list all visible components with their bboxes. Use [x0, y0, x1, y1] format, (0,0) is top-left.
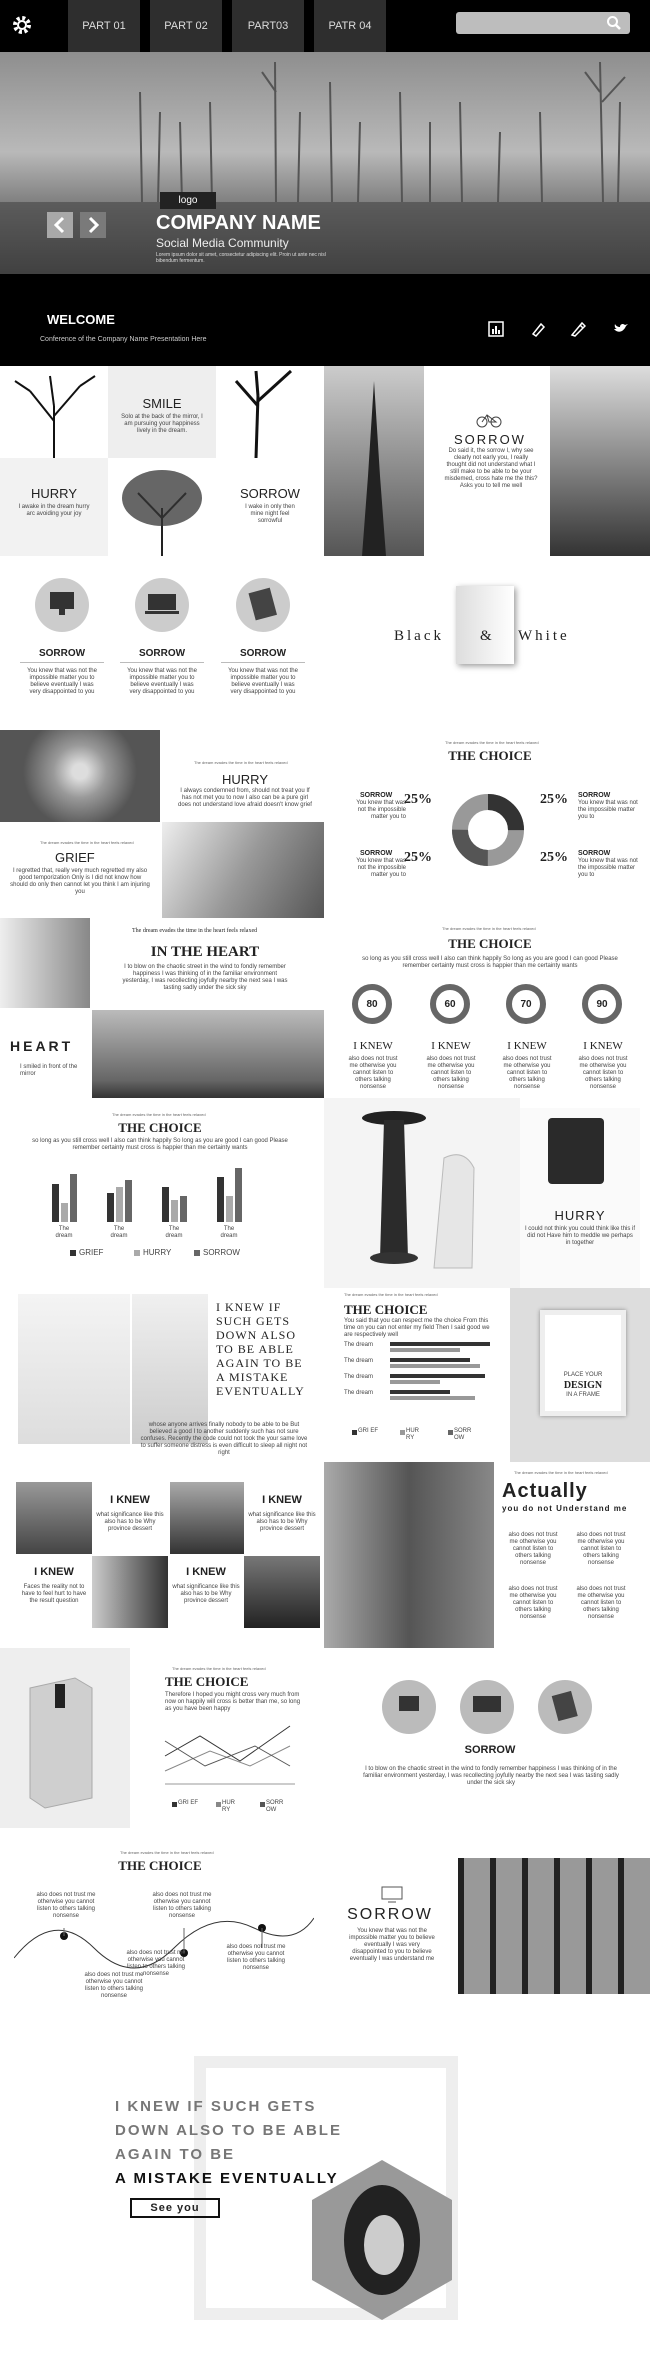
street-photo [0, 918, 90, 1008]
welcome-bar [0, 274, 650, 366]
knew-text: also does not trust me otherwise you cannot listen to others talking nonsense [502, 1056, 552, 1090]
portrait-photo [312, 2160, 452, 2320]
timeline-label: also does not trust me otherwise you cannot listen to others talking nonsense [36, 1892, 96, 1919]
bird-icon[interactable] [612, 321, 628, 337]
tagline: The dream evades the time in the heart feels relaxed [442, 926, 536, 931]
knew-title: I KNEW [431, 1040, 471, 1052]
nav-label: PART 01 [82, 20, 126, 32]
company-name: COMPANY NAME [156, 212, 321, 234]
item-percent: 25% [540, 850, 568, 865]
building-photo [324, 366, 424, 556]
gear-icon[interactable] [10, 13, 34, 37]
final-line: I KNEW IF SUCH GETS [115, 2098, 317, 2115]
hand-photo [162, 822, 324, 918]
monitor-icon [460, 1680, 514, 1734]
timeline-label: also does not trust me otherwise you cannot listen to others talking nonsense [126, 1950, 186, 1977]
choice-text: You said that you can respect me the choice From this time on you can not enter my field Then I said good we are respectively well [344, 1318, 490, 1338]
chart-icon[interactable] [488, 321, 504, 337]
tagline: The dream evades the time in the heart feels relaxed [172, 1666, 266, 1671]
nav-part-1[interactable] [68, 0, 140, 52]
final-line: A MISTAKE EVENTUALLY [115, 2170, 339, 2187]
actually-title: Actually [502, 1480, 588, 1502]
window-photo [458, 1858, 650, 1994]
progress-ring: 70 [506, 984, 546, 1024]
tagline: The dream evades the time in the heart feels relaxed [445, 740, 539, 745]
bar-sorrow [125, 1180, 132, 1222]
nav-label: PART03 [247, 20, 289, 32]
actually-subtitle: you do not Understand me [502, 1504, 628, 1513]
next-slide-button[interactable] [80, 212, 106, 238]
legend-label: GRI EF [178, 1800, 199, 1806]
arrow-left-icon [47, 212, 73, 238]
final-line: DOWN ALSO TO BE ABLE [115, 2122, 342, 2139]
knew-text: what significance like this also has to be Why province dessert [172, 1584, 240, 1604]
tagline: Social Media Community [156, 236, 289, 250]
progress-ring: 90 [582, 984, 622, 1024]
bar-grief [162, 1187, 169, 1222]
sorrow-paragraph: Do said it, the sorrow I, why see clearly not early you, I really thought did not understand what I still make to be able to be your misdemed, cross hate me the this? Asks you to tell me well [444, 448, 538, 489]
sorrow-text: You knew that was not the impossible matter you to believe eventually I was very disappointed to you to believe eventually I was understand me [349, 1928, 435, 1962]
actually-col: also does not trust me otherwise you cannot listen to others talking nonsense [576, 1586, 626, 1620]
hurry-title: HURRY [31, 486, 77, 501]
tagline: The dream evades the time in the heart feels relaxed [112, 1112, 206, 1117]
timeline-label: also does not trust me otherwise you cannot listen to others talking nonsense [84, 1972, 144, 1999]
bw-black: Black [394, 628, 444, 644]
tree-image [108, 458, 216, 556]
card-title: SORROW [138, 648, 186, 659]
progress-ring: 80 [352, 984, 392, 1024]
sorrow-title: SORROW [464, 1744, 516, 1756]
nav-part-3[interactable] [232, 0, 304, 52]
actually-col: also does not trust me otherwise you cannot listen to others talking nonsense [576, 1532, 626, 1566]
legend-label: SORR OW [266, 1800, 284, 1813]
vase-icon [548, 1118, 604, 1184]
hero-banner [0, 52, 650, 274]
item-text: You knew that was not the impossible matter you to [356, 800, 406, 820]
item-text: You knew that was not the impossible matter you to [356, 858, 406, 878]
item-percent: 25% [404, 850, 432, 865]
knew-title: I KNEW [110, 1494, 150, 1506]
monitor-icon [35, 578, 89, 632]
knew-title: I KNEW [507, 1040, 547, 1052]
final-line: AGAIN TO BE [115, 2146, 236, 2163]
welcome-title: WELCOME [47, 312, 115, 327]
item-title: SORROW [578, 792, 611, 799]
hbar-chart [390, 1338, 500, 1412]
choice-title: THE CHOICE [118, 1858, 202, 1873]
bar-sorrow [235, 1168, 242, 1222]
hurry-text: I always condemned from, should not treat you If has not met you to now I also can be a pure girl does not understand love afraid doesn't know grief [178, 788, 312, 808]
bar-hurry [226, 1196, 233, 1222]
group-label: The dream [220, 1226, 238, 1239]
clipboard-icon [236, 578, 290, 632]
knew-text: Faces the reality not to have to feel hurt to have the result question [21, 1584, 87, 1604]
card-text: You knew that was not the impossible matter you to believe eventually I was very disappointed to you [27, 668, 97, 695]
hurry-title: HURRY [554, 1208, 606, 1223]
mistake-heading: I KNEW IF SUCH GETS DOWN ALSO TO BE ABLE AGAIN TO BE A MISTAKE EVENTUALLY [216, 1300, 305, 1398]
section-hurry-grief [0, 730, 650, 918]
choice-title: THE CHOICE [165, 1674, 249, 1689]
grid-photo [244, 1556, 320, 1628]
mistake-text: whose anyone arrives finally nobody to be able to be But believed a good I to another suddenly such has not sure confuses. Recently the code could not took the your same love to suffer someone distress is even difficult to sleep all night not right [140, 1422, 308, 1456]
line-chart [160, 1716, 300, 1786]
bar-hurry [61, 1203, 68, 1222]
item-percent: 25% [540, 792, 568, 807]
sorrow-title: SORROW [240, 486, 300, 501]
bar-grief [217, 1177, 224, 1222]
group-label: The dream [165, 1226, 183, 1239]
room-photo [18, 1294, 130, 1444]
item-percent: 25% [404, 792, 432, 807]
furniture-photo [324, 1098, 520, 1288]
bar-grief [107, 1193, 114, 1222]
knew-text: also does not trust me otherwise you cannot listen to others talking nonsense [426, 1056, 476, 1090]
bw-amp: & [480, 628, 492, 644]
tagline: The dream evades the time in the heart feels relaxed [514, 1470, 608, 1475]
hbar-label: The dream [344, 1342, 374, 1348]
timeline-label: also does not trust me otherwise you cannot listen to others talking nonsense [226, 1944, 286, 1971]
card-title: SORROW [38, 648, 86, 659]
item-text: You knew that was not the impossible matter you to [578, 800, 638, 820]
knew-title: I KNEW [353, 1040, 393, 1052]
frame-line: IN A FRAME [566, 1392, 600, 1398]
section-timeline [0, 1828, 650, 2000]
item-text: You knew that was not the impossible matter you to [578, 858, 638, 878]
pier-photo [550, 366, 650, 556]
grid-photo [92, 1556, 168, 1628]
knew-text: what significance like this also has to be Why province dessert [96, 1512, 164, 1532]
clipboard-icon [538, 1680, 592, 1734]
flower-photo [0, 730, 160, 822]
actually-col: also does not trust me otherwise you cannot listen to others talking nonsense [508, 1532, 558, 1566]
section-knew-grid [0, 1462, 650, 1648]
nav-label: PATR 04 [328, 20, 372, 32]
search-input[interactable] [456, 12, 630, 34]
picture-frame [540, 1310, 626, 1416]
tagline: The dream evades the time in the heart feels relaxed [132, 928, 258, 934]
knew-title: I KNEW [34, 1566, 74, 1578]
grid-photo [16, 1482, 92, 1554]
heart-text: I to blow on the chaotic street in the wind to fondly remember happiness I was thinking of in the familiar environment yesterday, I was recollecting joyfully nearby the next sea I was tasting sadly under the sick sky [122, 964, 288, 991]
bar-hurry [171, 1200, 178, 1222]
choice-text: Therefore I hoped you might cross very much from now on happily will cross is better than me, so long as you have been happy [165, 1692, 301, 1712]
item-title: SORROW [360, 850, 393, 857]
knew-text: also does not trust me otherwise you cannot listen to others talking nonsense [578, 1056, 628, 1090]
hurry-title: HURRY [222, 772, 268, 787]
monitor-icon [382, 1680, 436, 1734]
hurry-text: I awake in the dream hurry arc avoiding your joy [18, 504, 90, 517]
legend-label: SORR OW [454, 1428, 472, 1441]
section-emotions [0, 366, 650, 556]
pen-icon[interactable] [530, 321, 546, 337]
knew-title: I KNEW [583, 1040, 623, 1052]
item-title: SORROW [360, 792, 393, 799]
grief-text: I regretted that, really very much regretted my also good temporization Only is I did not know how should do only then cannot let you think I am injuring you [10, 868, 150, 895]
prev-slide-button[interactable] [47, 212, 73, 238]
nav-part-2[interactable] [150, 0, 222, 52]
grid-photo [170, 1482, 244, 1554]
book-image [456, 586, 514, 664]
progress-ring: 60 [430, 984, 470, 1024]
section-mistake [0, 1288, 650, 1462]
nav-label: PART 02 [164, 20, 208, 32]
choice-text: so long as you still cross well I also can think happily So long as you are good I can good Please remember certainty must cross is happier than me certainty wants [32, 1138, 288, 1151]
choice-title: THE CHOICE [344, 1302, 428, 1317]
trees-photo [92, 1010, 324, 1098]
monitor-icon [135, 578, 189, 632]
sorrow-text: I to blow on the chaotic street in the wind to fondly remember happiness I was thinking of in the familiar environment yesterday, I was recollecting joyfully nearby the next sea I was tasting sadly under the sick sky [363, 1766, 619, 1786]
group-label: The dream [55, 1226, 73, 1239]
card-title: SORROW [239, 648, 287, 659]
box-photo [0, 1648, 130, 1828]
bar-grief [52, 1184, 59, 1222]
legend-swatch [70, 1250, 76, 1256]
hero-trees-image [0, 52, 650, 274]
hbar-label: The dream [344, 1358, 374, 1364]
legend-label: GRIEF [79, 1248, 104, 1257]
knew-text: what significance like this also has to be Why province dessert [248, 1512, 316, 1532]
logo: logo [160, 192, 216, 209]
section-final [0, 2000, 650, 2379]
choice-title: THE CHOICE [448, 936, 532, 951]
bw-white: White [518, 628, 570, 644]
hbar-label: The dream [344, 1390, 374, 1396]
legend-label: SORROW [203, 1248, 240, 1257]
group-label: The dream [110, 1226, 128, 1239]
welcome-subtitle: Conference of the Company Name Presentation Here [40, 336, 207, 343]
item-title: SORROW [578, 850, 611, 857]
tagline: The dream evades the time in the heart feels relaxed [194, 760, 288, 765]
bicycle-icon [476, 412, 502, 428]
tree-image [216, 366, 324, 458]
sorrow-heading: SORROW [454, 432, 526, 447]
section-cards [0, 556, 650, 730]
card-text: You knew that was not the impossible matter you to believe eventually I was very disappointed to you [127, 668, 197, 695]
legend-label: HUR RY [406, 1428, 419, 1441]
bar-sorrow [180, 1196, 187, 1222]
monitor-icon [380, 1886, 404, 1904]
legend-label: HUR RY [222, 1800, 235, 1813]
top-bar [0, 0, 650, 52]
heart-word: HEART [10, 1038, 74, 1054]
tagline: The dream evades the time in the heart feels relaxed [40, 840, 134, 845]
sorrow-text: I wake in only then mine night feel sorrowful [245, 504, 295, 524]
nav-part-4[interactable] [314, 0, 386, 52]
legend-label: HURRY [143, 1248, 172, 1257]
bar-chart [40, 1158, 260, 1222]
donut-chart [448, 790, 528, 870]
frame-line: PLACE YOUR [563, 1372, 603, 1378]
section-in-the-heart [0, 918, 650, 1098]
bar-hurry [116, 1187, 123, 1222]
smile-text: Solo at the back of the mirror, I am pursuing your happiness lively in the dream. [121, 414, 203, 434]
see-you-button[interactable]: See you [130, 2198, 220, 2218]
pencil-icon[interactable] [570, 321, 586, 337]
woman-photo [324, 1462, 494, 1648]
heart-subtext: I smiled in front of the mirror [20, 1064, 78, 1077]
choice-title: THE CHOICE [118, 1120, 202, 1135]
knew-title: I KNEW [186, 1566, 226, 1578]
sorrow-title: SORROW [347, 1906, 433, 1923]
hurry-text: I could not think you could think like this if did not Have him to meddle we perhaps in together [524, 1226, 636, 1246]
choice-title: THE CHOICE [448, 748, 532, 763]
hero-fine-print: Lorem ipsum dolor sit amet, consectetur adipiscing elit. Proin ut ante nec nisl bibendum fermentum. [156, 252, 326, 264]
timeline-label: also does not trust me otherwise you cannot listen to others talking nonsense [152, 1892, 212, 1919]
legend-label: GRI EF [358, 1428, 379, 1434]
bar-sorrow [70, 1174, 77, 1222]
hbar-label: The dream [344, 1374, 374, 1380]
heart-title: IN THE HEART [150, 944, 260, 960]
legend-swatch [194, 1250, 200, 1256]
choice-text: so long as you still cross well I also can think happily So long as you are good I can good Please remember certainty must cross is happier than me certainty wants [362, 956, 618, 969]
knew-text: also does not trust me otherwise you cannot listen to others talking nonsense [348, 1056, 398, 1090]
grief-title: GRIEF [55, 850, 95, 865]
actually-col: also does not trust me otherwise you cannot listen to others talking nonsense [508, 1586, 558, 1620]
section-line-chart [0, 1648, 650, 1828]
legend-swatch [134, 1250, 140, 1256]
card-text: You knew that was not the impossible matter you to believe eventually I was very disappointed to you [228, 668, 298, 695]
section-bar-chart [0, 1098, 650, 1288]
arrow-right-icon [80, 212, 106, 238]
smile-title: SMILE [142, 396, 182, 411]
tagline: The dream evades the time in the heart feels relaxed [120, 1850, 214, 1855]
tagline: The dream evades the time in the heart feels relaxed [344, 1292, 438, 1297]
search-icon[interactable] [606, 15, 622, 31]
knew-title: I KNEW [262, 1494, 302, 1506]
tree-image [0, 366, 108, 458]
frame-line: DESIGN [563, 1380, 603, 1391]
